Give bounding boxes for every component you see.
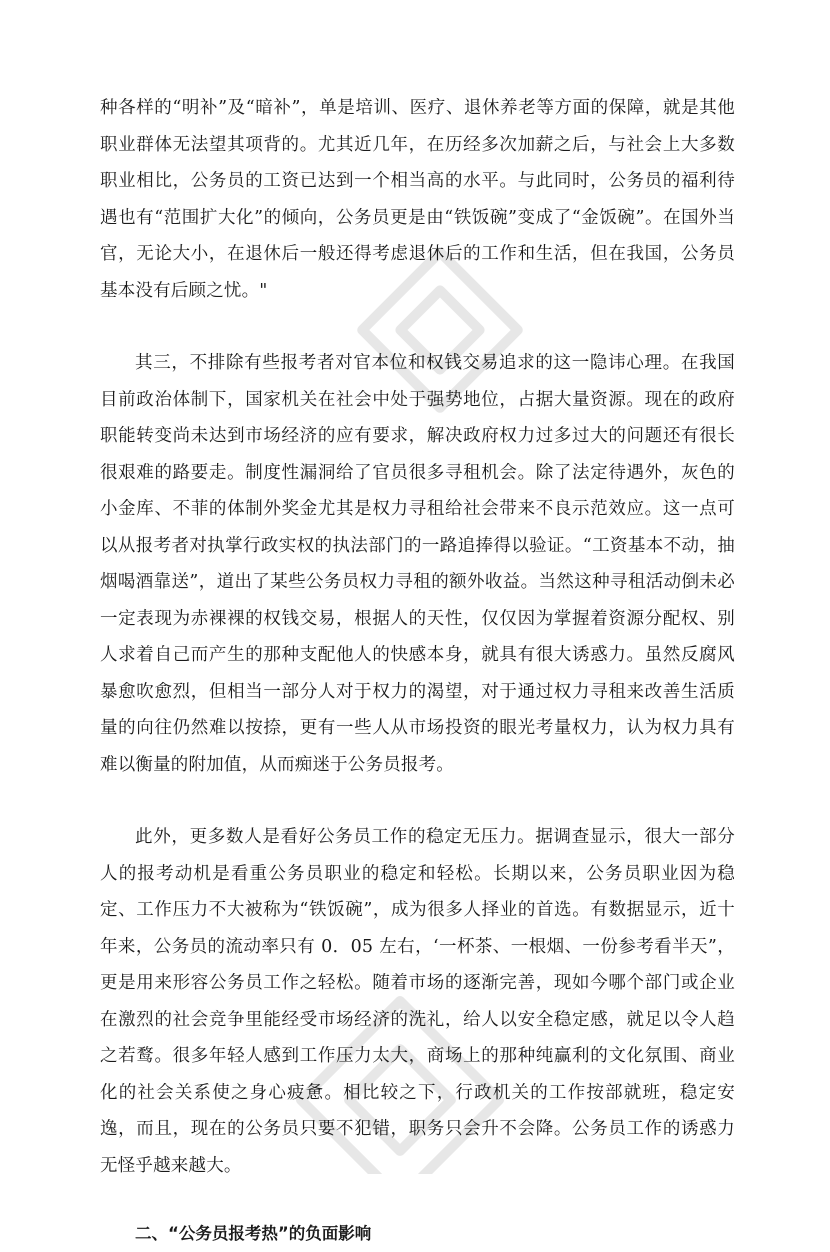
- paragraph-spacer: [100, 1184, 735, 1216]
- paragraph-spacer: [100, 783, 735, 819]
- paragraph-benefits: 种各样的“明补”及“暗补”，单是培训、医疗、退休养老等方面的保障，就是其他职业群体无法望其项背的。尤其近几年，在历经多次加薪之后，与社会上大多数职业相比，公务员的工资已达到一个相当高的水平。与此同时，公务员的福利待遇也有“范围扩大化”的倾向，公务员更是由“铁饭碗”变成了“金饭碗”。在国外当官，无论大小，在退休后一般还得考虑退休后的工作和生活，但在我国，公务员基本没有后顾之忧。": [100, 98, 735, 301]
- section-heading-negative-effects: 二、“公务员报考热”的负面影响: [135, 1224, 372, 1243]
- paragraph-spacer: [100, 309, 735, 345]
- document-page: [100, 90, 735, 1252]
- paragraph-power-rent-seeking: 其三，不排除有些报考者对官本位和权钱交易追求的这一隐讳心理。在我国目前政治体制下，国家机关在社会中处于强势地位，占据大量资源。现在的政府职能转变尚未达到市场经济的应有要求，解决政府权力过多过大的问题还有很长很艰难的路要走。制度性漏洞给了官员很多寻租机会。除了法定待遇外，灰色的小金库、不菲的体制外奖金尤其是权力寻租给社会带来不良示范效应。这一点可以从报考者对执掌行政实权的执法部门的一路追捧得以验证。“工资基本不动，抽烟喝酒靠送”，道出了某些公务员权力寻租的额外收益。当然这种寻租活动倒未必一定表现为赤裸裸的权钱交易，根据人的天性，仅仅因为掌握着资源分配权、别人求着自己而产生的那种支配他人的快感本身，就具有很大诱惑力。虽然反腐风暴愈吹愈烈，但相当一部分人对于权力的渴望，对于通过权力寻租来改善生活质量的向往仍然难以按捺，更有一些人从市场投资的眼光考量权力，认为权力具有难以衡量的附加值，从而痴迷于公务员报考。: [100, 353, 735, 775]
- paragraph-job-stability: 此外，更多数人是看好公务员工作的稳定无压力。据调查显示，很大一部分人的报考动机是看重公务员职业的稳定和轻松。长期以来，公务员职业因为稳定、工作压力不大被称为“铁饭碗”，成为很多人择业的首选。有数据显示，近十年来，公务员的流动率只有 0．05 左右，‘一杯茶、一根烟、一份参考看半天”，更是用来形容公务员工作之轻松。随着市场的逐渐完善，现如今哪个部门或企业在激烈的社会竞争里能经受市场经济的洗礼，给人以安全稳定感，就足以令人趋之若鹜。很多年轻人感到工作压力太大，商场上的那种纯赢利的文化氛围、商业化的社会关系使之身心疲惫。相比较之下，行政机关的工作按部就班，稳定安逸，而且，现在的公务员只要不犯错，职务只会升不会降。公务员工作的诱惑力无怪乎越来越大。: [100, 827, 735, 1176]
